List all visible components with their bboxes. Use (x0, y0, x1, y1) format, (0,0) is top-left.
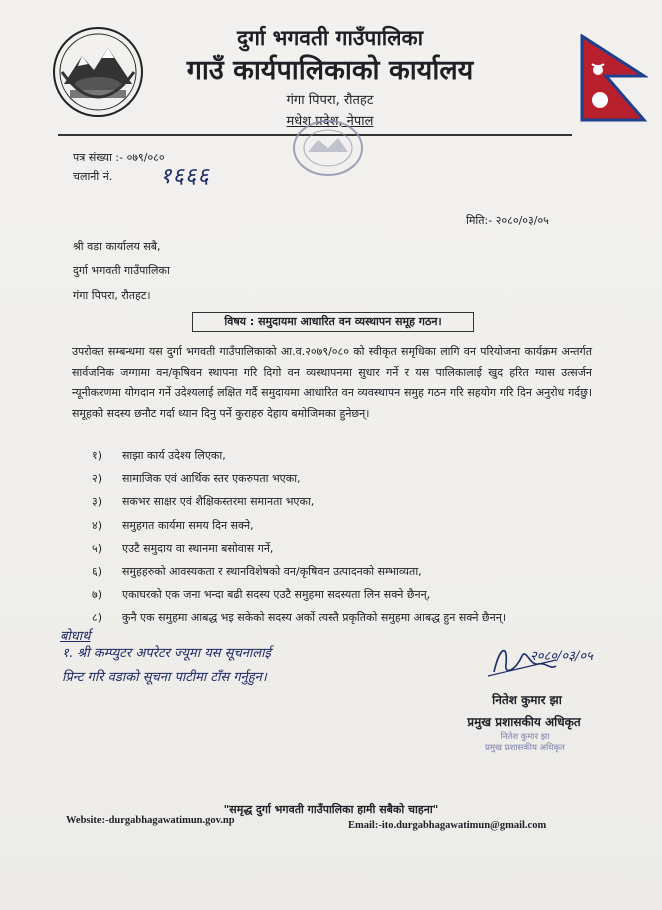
list-item: ३) सकभर साक्षर एवं शैक्षिकस्तरमा समानता भएका, (92, 495, 315, 509)
slogan: "समृद्ध दुर्गा भगवती गाउँपालिका हामी सबैको चाहना" (223, 803, 439, 816)
criteria-list (92, 444, 582, 630)
signatory-name: नितेश कुमार झा (492, 693, 562, 707)
signatory-title: प्रमुख प्रशासकीय अधिकृत (467, 715, 581, 729)
email-text: Email:-ito.durgabhagawatimun@gmail.com (348, 820, 547, 831)
name-seal: नितेश कुमार झा प्रमुख प्रशासकीय अधिकृत (485, 732, 565, 753)
list-item: २) सामाजिक एवं आर्थिक स्तर एकरुपता भएका, (92, 472, 301, 486)
letter-body: उपरोक्त सम्बन्धमा यस दुर्गा भगवती गाउँपालिकाको आ.व.२०७९/०८० को स्वीकृत समृधिका लागि वन परियोजना कार्यक्रम अन्तर्गत सार्वजनिक जग्गामा वन/कृषिवन स्थापना गरि दिगो वन व्यस्थापनमा सुधार गर्ने र यस पालिकालाई खुद हरित ग्यास उत्सर्जन न्यूनीकरणमा योगदान गर्ने उदेश्यलाई लक्षित गर्दै समुदायमा आधारित वन व्यवस्थापन समुह गठन गरि सहयोग गरि दिन अनुरोध गर्दछु। समूहको सदस्य छनौट गर्दा ध्यान दिनु पर्ने कुराहरु देहाय बमोजिमका हुनेछन्। (72, 345, 592, 420)
subject-box: विषय : समुदायमा आधारित वन व्यस्थापन समूह गठन। (192, 312, 474, 332)
list-item: ७) एकाघरको एक जना भन्दा बढी सदस्य एउटै समुहमा सदस्यता लिन सक्ने छैनन्, (92, 588, 431, 602)
list-item: ४) समुहगत कार्यमा समय दिन सक्ने, (92, 518, 254, 532)
list-item: ८) कुनै एक समुहमा आबद्ध भइ सकेको सदस्य अर्को त्यस्तै प्रकृतिको समुहमा आबद्ध हुन सक्ने छैनन्। (92, 611, 507, 625)
office-province: मधेश प्रदेश, नेपाल (286, 114, 374, 129)
list-item: ६) समुहहरुको आवस्यकता र स्थानविशेषको वन/कृषिवन उत्पादनको सम्भाव्यता, (92, 564, 422, 578)
nepal-flag-icon (578, 34, 648, 122)
addressee-line: श्री वडा कार्यालय सबै, (73, 240, 161, 253)
office-location: गंगा पिपरा, रौतहट (286, 93, 374, 108)
dispatch-number: १६६६ (160, 164, 210, 189)
cc-note-line: १. श्री कम्प्युटर अपरेटर ज्यूमा यस सूचनालाई (62, 646, 271, 661)
government-emblem-icon (52, 26, 144, 118)
cc-heading: बोधार्थ (60, 629, 91, 644)
dispatch-number-label: चलानी नं. (73, 170, 113, 183)
cc-note-line: प्रिन्ट गरि वडाको सूचना पाटीमा टाँस गर्नुहुन। (62, 670, 267, 685)
letter-number: पत्र संख्या :- ०७९/०८० (73, 151, 165, 164)
list-item: ५) एउटै समुदाय वा स्थानमा बसोवास गर्ने, (92, 541, 274, 555)
list-item: १) साझा कार्य उदेश्य लिएका, (92, 449, 226, 462)
office-stamp-icon (290, 118, 366, 178)
municipality-name: दुर्गा भगवती गाउँपालिका (236, 26, 424, 50)
signature-date: २०८०/०३/०५ (530, 649, 593, 664)
addressee-line: दुर्गा भगवती गाउँपालिका (73, 264, 170, 277)
office-name: गाउँ कार्यपालिकाको कार्यालय (186, 55, 474, 86)
addressee-line: गंगा पिपरा, रौतहट। (73, 289, 151, 302)
website-text: Website:-durgabhagawatimun.gov.np (66, 815, 235, 826)
letter-date: मिति:- २०८०/०३/०५ (466, 214, 549, 227)
signature-area (486, 636, 606, 684)
